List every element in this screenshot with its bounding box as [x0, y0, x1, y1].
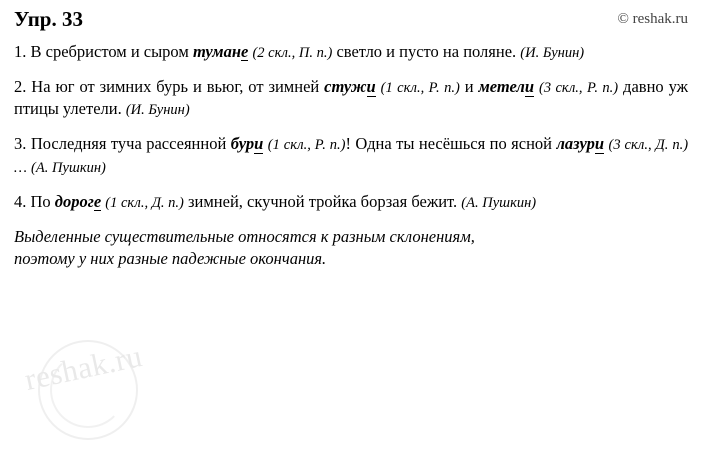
watermark — [18, 318, 248, 438]
item-4-author: (А. Пушкин) — [461, 194, 537, 211]
item-1-keyword-stem: туман — [192, 42, 242, 62]
page-title: Упр. 33 — [14, 7, 83, 31]
item-2-middle: и — [459, 77, 479, 97]
item-2-before: На юг от зимних бурь и вьюг, от зимней — [31, 77, 325, 97]
document-content — [14, 41, 688, 270]
item-3-grammar-2: (3 скл., Д. п.) — [608, 137, 689, 154]
sentence-1 — [14, 41, 688, 63]
item-3-keyword2-stem: лазур — [556, 134, 595, 154]
item-4-after: зимней, скучной тройка борзая бежит. — [183, 191, 458, 211]
item-4-keyword-stem: дорог — [54, 191, 94, 211]
watermark-arc — [50, 352, 126, 428]
conclusion-line-1: Выделенные существительные относятся к разным склонениям, — [14, 226, 475, 246]
sentence-2 — [14, 76, 688, 120]
conclusion-line-2: поэтому у них разные падежные окончания. — [14, 248, 327, 268]
item-3-after-2: … — [14, 159, 27, 176]
item-3-after: ! Одна ты несёшься по ясной — [345, 134, 557, 154]
watermark-text: reshak.ru — [21, 338, 146, 397]
item-1-author: (И. Бунин) — [520, 45, 585, 62]
item-4-grammar: (1 скл., Д. п.) — [105, 194, 184, 211]
page-header — [14, 8, 688, 31]
item-2-keyword-ending: и — [366, 77, 376, 97]
item-4-number: 4. — [14, 191, 27, 211]
watermark-circle — [38, 340, 138, 440]
item-1-number: 1. — [14, 42, 27, 62]
item-4-before: По — [30, 191, 55, 211]
item-4-keyword-ending: е — [93, 191, 102, 211]
item-2-after: давно уж птицы улетели. — [14, 77, 688, 119]
item-3-number: 3. — [14, 134, 27, 154]
item-1-grammar: (2 скл., П. п.) — [252, 45, 333, 62]
item-1-before: В сребристом и сыром — [30, 42, 193, 62]
sentence-3 — [14, 133, 688, 177]
item-2-author: (И. Бунин) — [125, 102, 190, 119]
item-2-grammar-2: (3 скл., Р. п.) — [538, 80, 619, 97]
item-2-number: 2. — [14, 77, 27, 97]
item-1-keyword-ending: е — [241, 42, 249, 62]
conclusion-text — [14, 226, 688, 270]
item-2-grammar: (1 скл., Р. п.) — [380, 80, 460, 97]
item-3-grammar: (1 скл., Р. п.) — [267, 137, 346, 154]
brand-label: © reshak.ru — [617, 11, 688, 27]
item-3-keyword-ending: и — [254, 134, 264, 154]
item-3-keyword-stem: бур — [230, 134, 255, 154]
item-2-keyword-stem: стуж — [324, 77, 367, 97]
item-3-before: Последняя туча рассеянной — [30, 134, 231, 154]
item-2-keyword2-stem: метел — [478, 77, 525, 97]
item-3-author: (А. Пушкин) — [31, 159, 106, 176]
item-2-keyword2-ending: и — [524, 77, 535, 97]
item-1-after: светло и пусто на поляне. — [332, 42, 517, 62]
item-3-keyword2-ending: и — [594, 134, 605, 154]
sentence-4 — [14, 191, 688, 213]
